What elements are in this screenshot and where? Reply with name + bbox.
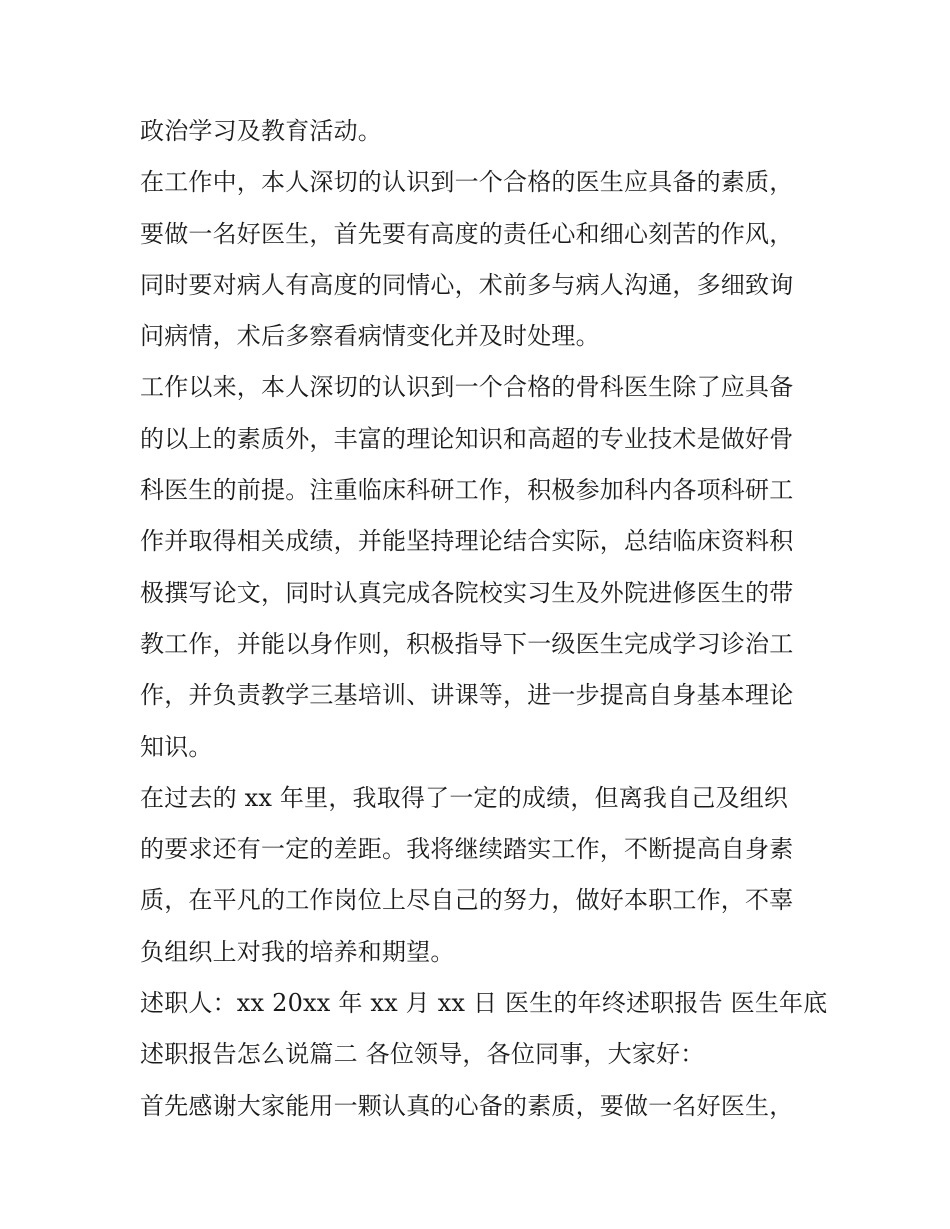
text-line: 同时要对病人有高度的同情心，术前多与病人沟通，多细致询 <box>140 270 794 299</box>
text-line: 作，并负责教学三基培训、讲课等，进一步提高自身基本理论 <box>140 681 794 710</box>
document-body <box>140 106 828 1132</box>
text-line: 述职人：xx 20xx 年 xx 月 xx 日 医生的年终述职报告 医生年底 <box>140 989 828 1018</box>
text-line: 要做一名好医生，首先要有高度的责任心和细心刻苦的作风， <box>140 219 794 248</box>
text-line: 述职报告怎么说篇二 各位领导，各位同事，大家好： <box>140 1040 705 1069</box>
text-line: 作并取得相关成绩，并能坚持理论结合实际，总结临床资料积 <box>140 527 794 556</box>
text-line: 问病情，术后多察看病情变化并及时处理。 <box>140 322 600 351</box>
text-line: 在过去的 xx 年里，我取得了一定的成绩，但离我自己及组织 <box>140 783 789 812</box>
text-line: 极撰写论文，同时认真完成各院校实习生及外院进修医生的带 <box>140 578 794 607</box>
text-line: 首先感谢大家能用一颗认真的心备的素质，要做一名好医生， <box>140 1091 794 1120</box>
text-line: 知识。 <box>140 732 213 761</box>
text-line: 的要求还有一定的差距。我将继续踏实工作，不断提高自身素 <box>140 835 794 864</box>
text-line: 的以上的素质外，丰富的理论知识和高超的专业技术是做好骨 <box>140 424 794 453</box>
text-line: 负组织上对我的培养和期望。 <box>140 937 455 966</box>
text-line: 科医生的前提。注重临床科研工作，积极参加科内各项科研工 <box>140 476 794 505</box>
text-line: 在工作中，本人深切的认识到一个合格的医生应具备的素质， <box>140 168 794 197</box>
text-line: 工作以来，本人深切的认识到一个合格的骨科医生除了应具备 <box>140 373 794 402</box>
text-line: 质，在平凡的工作岗位上尽自己的努力，做好本职工作，不辜 <box>140 886 794 915</box>
text-line: 政治学习及教育活动。 <box>140 117 382 145</box>
text-line: 教工作，并能以身作则，积极指导下一级医生完成学习诊治工 <box>140 629 794 658</box>
